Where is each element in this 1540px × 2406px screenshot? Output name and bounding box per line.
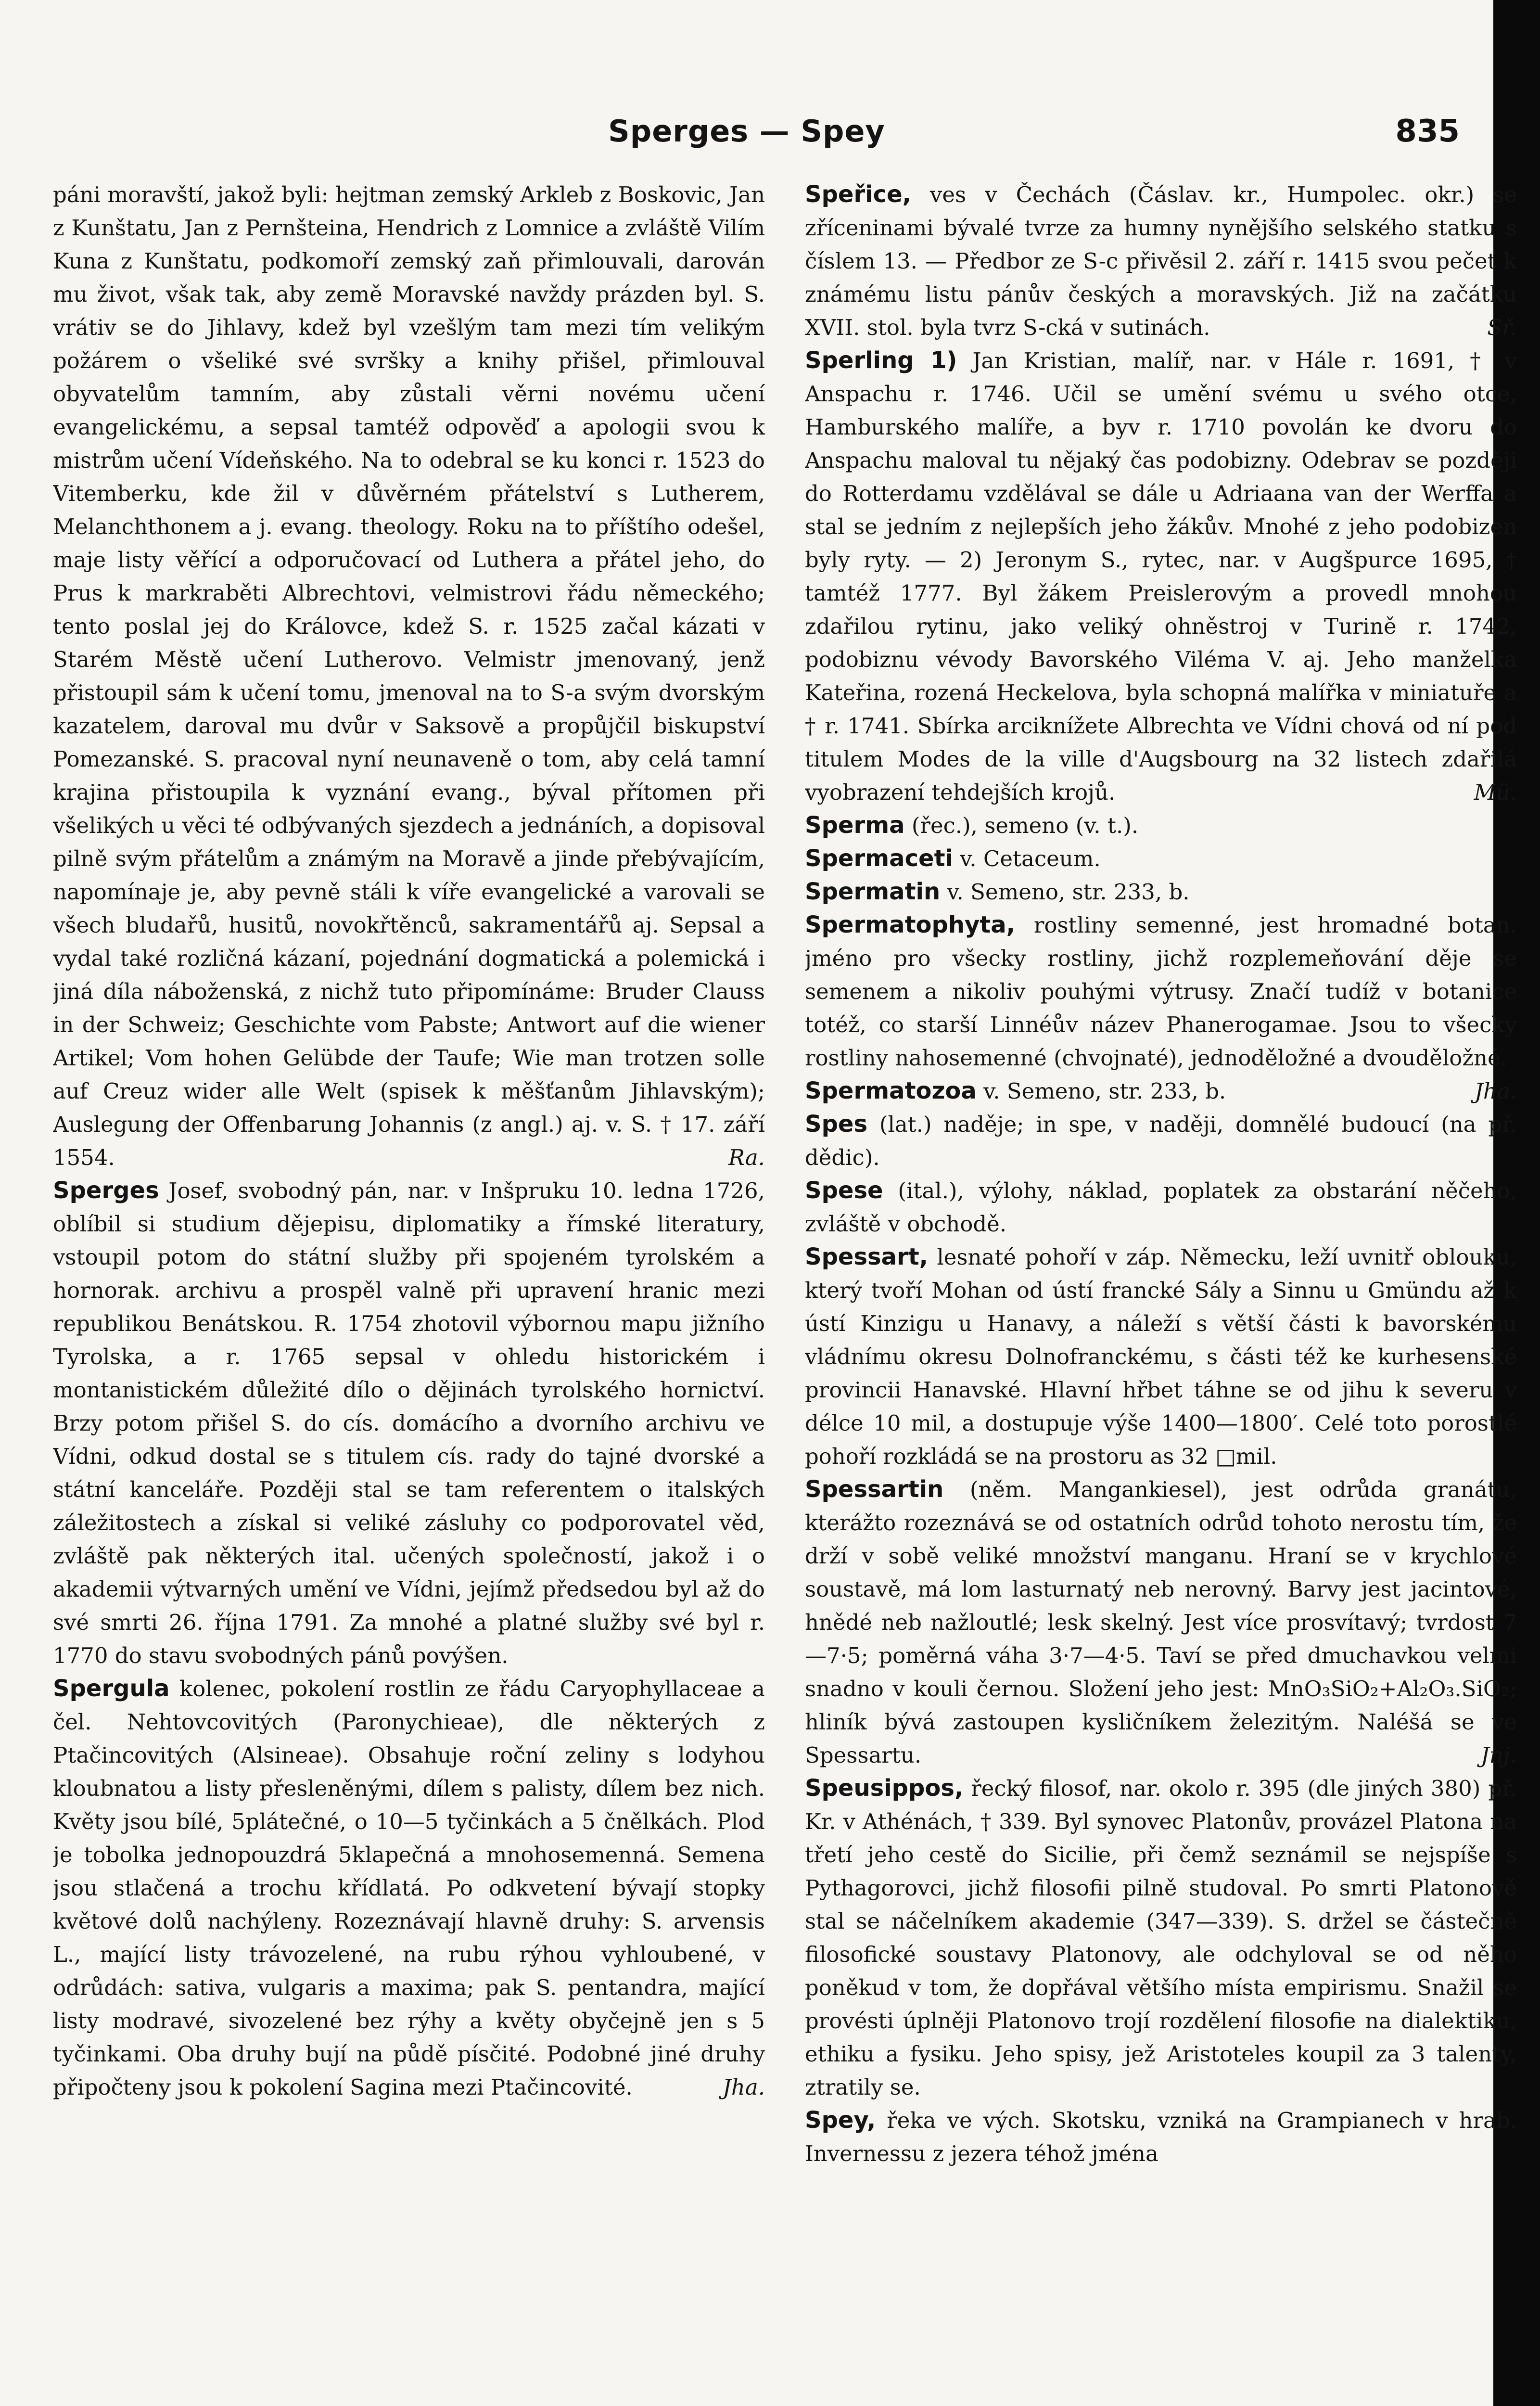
headword: Spey, [805, 2107, 876, 2134]
headword: Spes [805, 1111, 868, 1138]
headword: Spessartin [805, 1476, 944, 1503]
author-signature: Jha. [1474, 1078, 1517, 1104]
author-signature: Mü. [1474, 780, 1517, 805]
headword: Spermatozoa [805, 1077, 977, 1104]
author-signature: Sř. [1487, 315, 1517, 340]
entry-spermaceti [805, 842, 1517, 875]
entry-text: (řec.), semeno (v. t.). [911, 813, 1139, 838]
entry-spessartin [805, 1473, 1517, 1772]
headword: Sperma [805, 812, 905, 839]
entry-speusippos [805, 1772, 1517, 2104]
entry-sperma [805, 809, 1517, 842]
entry-sperges [53, 1174, 765, 1672]
entry-text: kolenec, pokolení rostlin ze řádu Caryophyllaceae a čel. Nehtovcovitých (Paronychieae), dle některých z Ptačincovitých (Alsineae). Obsahuje roční zeliny s lodyhou kloubnatou a listy přesleněnými, dílem s palisty, dílem bez nich. Květy jsou bílé, 5plátečné, o 10—5 tyčinkách a 5 čnělkách. Plod je tobolka jednopouzdrá 5klapečná a mnohosemenná. Semena jsou stlačená a trochu křídlatá. Po odkvetení bývají stopky květové dolů nachýleny. Rozeznávají hlavně druhy: S. arvensis L., mající listy trávozelené, na rubu rýhou vyhloubené, v odrůdách: sativa, vulgaris a maxima; pak S. pentandra, mající listy modravé, sivozelené bez rýhy a květy obyčejně jen s 5 tyčinkami. Oba druhy bují na půdě písčité. Podobné jiné druhy připočteny jsou k pokolení Sagina mezi Ptačincovité. [53, 1676, 765, 2100]
entry-sperice [805, 178, 1517, 344]
entry-text: (něm. Mangankiesel), jest odrůda granátu, kterážto rozeznává se od ostatních odrůd tohoto nerostu tím, že drží v sobě veliké množství manganu. Hraní se v krychlové soustavě, má lom lasturnatý neb nerovný. Barvy jest jacintové, hnědé neb nažloutlé; lesk skelný. Jest více prosvítavý; tvrdost 7—7·5; poměrná váha 3·7—4·5. Taví se před dmuchavkou velmi snadno v kouli černou. Složení jeho jest: MnO₃SiO₂+Al₂O₃.SiO₂; hliník bývá zastoupen kysličníkem železitým. Naléšá se ve Spessartu. [805, 1477, 1517, 1768]
headword: Spermatin [805, 878, 941, 905]
right-column [805, 178, 1517, 2406]
entry-text: ves v Čechách (Čáslav. kr., Humpolec. okr.) se zříceninami bývalé tvrze za humny nynějšího selského statku s číslem 13. — Předbor ze S-c přivěsil 2. září r. 1415 svou pečeť k známému listu pánův českých a moravských. Již na začátku XVII. stol. byla tvrz S-cká v sutinách. [805, 182, 1517, 340]
entry-spey [805, 2104, 1517, 2170]
author-signature: Jnj. [1480, 1742, 1517, 1768]
author-signature: Jha. [722, 2074, 765, 2100]
page-header [0, 114, 1493, 157]
headword: Spermaceti [805, 845, 953, 872]
left-column [53, 178, 765, 2406]
entry-spermatozoa [805, 1075, 1517, 1108]
entry-text: (lat.) naděje; in spe, v naději, domnělé budoucí (na př. dědic). [805, 1112, 1517, 1170]
entry-text: páni moravští, jakož byli: hejtman zemský Arkleb z Boskovic, Jan z Kunštatu, Jan z Pernšteina, Hendrich z Lomnice a zvláště Vilím Kuna z Kunštatu, podkomoří zemský zaň přimlouvali, darován mu život, však tak, aby země Moravské navždy prázden byl. S. vrátiv se do Jihlavy, kdež byl vzešlým tam mezi tím velikým požárem o všeliké své svršky a knihy přišel, přimlouval obyvatelům tamním, aby zůstali věrni novému učení evangelickému, a sepsal tamtéž odpověď a apologii svou k mistrům učení Vídeňského. Na to odebral se ku konci r. 1523 do Vitemberku, kde žil v důvěrném přátelství s Lutherem, Melanchthonem a j. evang. theology. Roku na to příštího odešel, maje listy věřící a odporučovací od Luthera a přátel jeho, do Prus k markraběti Albrechtovi, velmistrovi řádu německého; tento poslal jej do Královce, kdež S. r. 1525 začal kázati v Starém Městě učení Lutherovo. Velmistr jmenovaný, jenž přistoupil sám k učení tomu, jmenoval na to S-a svým dvorským kazatelem, daroval mu dvůr v Saksově a propůjčil biskupství Pomezanské. S. pracoval nyní neunaveně o tom, aby celá tamní krajina přistoupila k vyznání evang., býval přítomen při všelikých u věci té odbývaných sjezdech a jednáních, a dopisoval pilně svým přátelům a známým na Moravě a jinde přebývajícím, napomínaje je, aby pevně stáli k víře evangelické a varovali se všech bludařů, husitů, novokřtěnců, sakramentářů aj. Sepsal a vydal také rozličná kázaní, pojednání dogmatická a polemická i jiná díla náboženská, z nichž tuto připomínáme: Bruder Clauss in der Schweiz; Geschichte vom Pabste; Antwort auf die wiener Artikel; Vom hohen Gelübde der Taufe; Wie man trotzen solle auf Creuz wider alle Welt (spisek k měšťanům Jihlavským); Auslegung der Offenbarung Johannis (z angl.) aj. v. S. † 17. září 1554. [53, 182, 765, 1170]
headword: Speřice, [805, 181, 911, 208]
headword: Sperling 1) [805, 347, 957, 374]
entry-text: Josef, svobodný pán, nar. v Inšpruku 10. ledna 1726, oblíbil si studium dějepisu, diplomatiky a římské literatury, vstoupil potom do státní služby při spojeném tyrolském a hornorak. archivu a prospěl valně při upravení hranic mezi republikou Benátskou. R. 1754 zhotovil výbornou mapu jižního Tyrolska, a r. 1765 sepsal v ohledu historickém i montanistickém důležité dílo o dějinách tyrolského hornictví. Brzy potom přišel S. do cís. domácího a dvorního archivu ve Vídni, odkud dostal se s titulem cís. rady do tajné dvorské a státní kanceláře. Později stal se tam referentem o italských záležitostech a získal si veliké zásluhy co podporovatel věd, zvláště pak některých ital. učených společností, jakož i o akademii výtvarných umění ve Vídni, jejímž předsedou byl až do své smrti 26. října 1791. Za mnohé a platné služby své byl r. 1770 do stavu svobodných pánů povýšen. [53, 1178, 765, 1668]
entry-spergula [53, 1672, 765, 2104]
page-number: 835 [1395, 114, 1460, 149]
entry-spese [805, 1174, 1517, 1241]
entry-text: Jan Kristian, malíř, nar. v Hále r. 1691, † v Anspachu r. 1746. Učil se umění svému u svého otce, Hamburského malíře, a byv r. 1710 povolán ke dvoru do Anspachu maloval tu nějaký čas podobizny. Odebrav se později do Rotterdamu vzdělával se dále u Adriaana van der Werffa a stal se jedním z nejlepších jeho žákův. Mnohé z jeho podobizen byly ryty. — 2) Jeronym S., rytec, nar. v Augšpurce 1695, † tamtéž 1777. Byl žákem Preislerovým a provedl mnohou zdařilou rytinu, jako veliký ohněstroj v Turině r. 1742, podobiznu vévody Bavorského Viléma V. aj. Jeho manželka Kateřina, rozená Heckelova, byla schopná malířka v miniatuře a † r. 1741. Sbírka arciknížete Albrechta ve Vídni chová od ní pod titulem Modes de la ville d'Augsbourg na 32 listech zdařilá vyobrazení tehdejších krojů. [805, 348, 1517, 805]
entry-spermatin [805, 875, 1517, 909]
headword: Spessart, [805, 1243, 928, 1270]
author-signature: Ra. [728, 1145, 765, 1170]
entry-text: v. Semeno, str. 233, b. [983, 1078, 1226, 1104]
running-title: Sperges — Spey [608, 114, 885, 149]
entry-text: v. Cetaceum. [960, 846, 1101, 871]
entry-sperling [805, 344, 1517, 809]
headword: Spermatophyta, [805, 911, 1015, 938]
entry-text: rostliny semenné, jest hromadné botan. jméno pro všecky rostliny, jichž rozplemeňování děje se semenem a nikoliv pouhými výtrusy. Značí tudíž v botanice totéž, co starší Linnéův název Phanerogamae. Jsou to všecky rostliny nahosemenné (chvojnaté), jednoděložné a dvouděložné. [805, 912, 1517, 1071]
headword: Spese [805, 1177, 883, 1204]
entry-spes [805, 1108, 1517, 1174]
entry-text: řeka ve vých. Skotsku, vzniká na Grampianech v hrab. Invernessu z jezera téhož jména [805, 2108, 1517, 2166]
headword: Sperges [53, 1177, 159, 1204]
entry-continuation [53, 178, 765, 1174]
entry-spessart [805, 1241, 1517, 1473]
entry-text: řecký filosof, nar. okolo r. 395 (dle jiných 380) př. Kr. v Athénách, † 339. Byl synovec Platonův, provázel Platona na třetí jeho cestě do Sicilie, při čemž seznámil se nejspíše s Pythagorovci, jichž filosofii pilně studoval. Po smrti Platonově stal se náčelníkem akademie (347—339). S. držel se částečně filosofické soustavy Platonovy, ale odchyloval se od něho poněkud v tom, že dopřával většího místa empirismu. Snažil se provésti úplněji Platonovo trojí rozdělení filosofie na dialektiku, ethiku a fysiku. Jeho spisy, jež Aristoteles koupil za 3 talenty, ztratily se. [805, 1776, 1517, 2100]
headword: Spergula [53, 1675, 170, 1702]
entry-text: v. Semeno, str. 233, b. [947, 879, 1190, 905]
headword: Speusippos, [805, 1775, 964, 1802]
entry-text: lesnaté pohoří v záp. Německu, leží uvnitř oblouku, který tvoří Mohan od ústí francké Sály a Sinnu u Gmündu až k ústí Kinzigu u Hanavy, a náleží s větší části k bavorskému vládnímu okresu Dolnofranckému, s části též ke kurhesenské provincii Hanavské. Hlavní hřbet táhne se od jihu k severu v délce 10 mil, a dostupuje výše 1400—1800′. Celé toto porostlé pohoří rozkládá se na prostoru as 32 □mil. [805, 1244, 1517, 1469]
entry-text: (ital.), výlohy, náklad, poplatek za obstarání něčeho, zvláště v obchodě. [805, 1178, 1517, 1237]
